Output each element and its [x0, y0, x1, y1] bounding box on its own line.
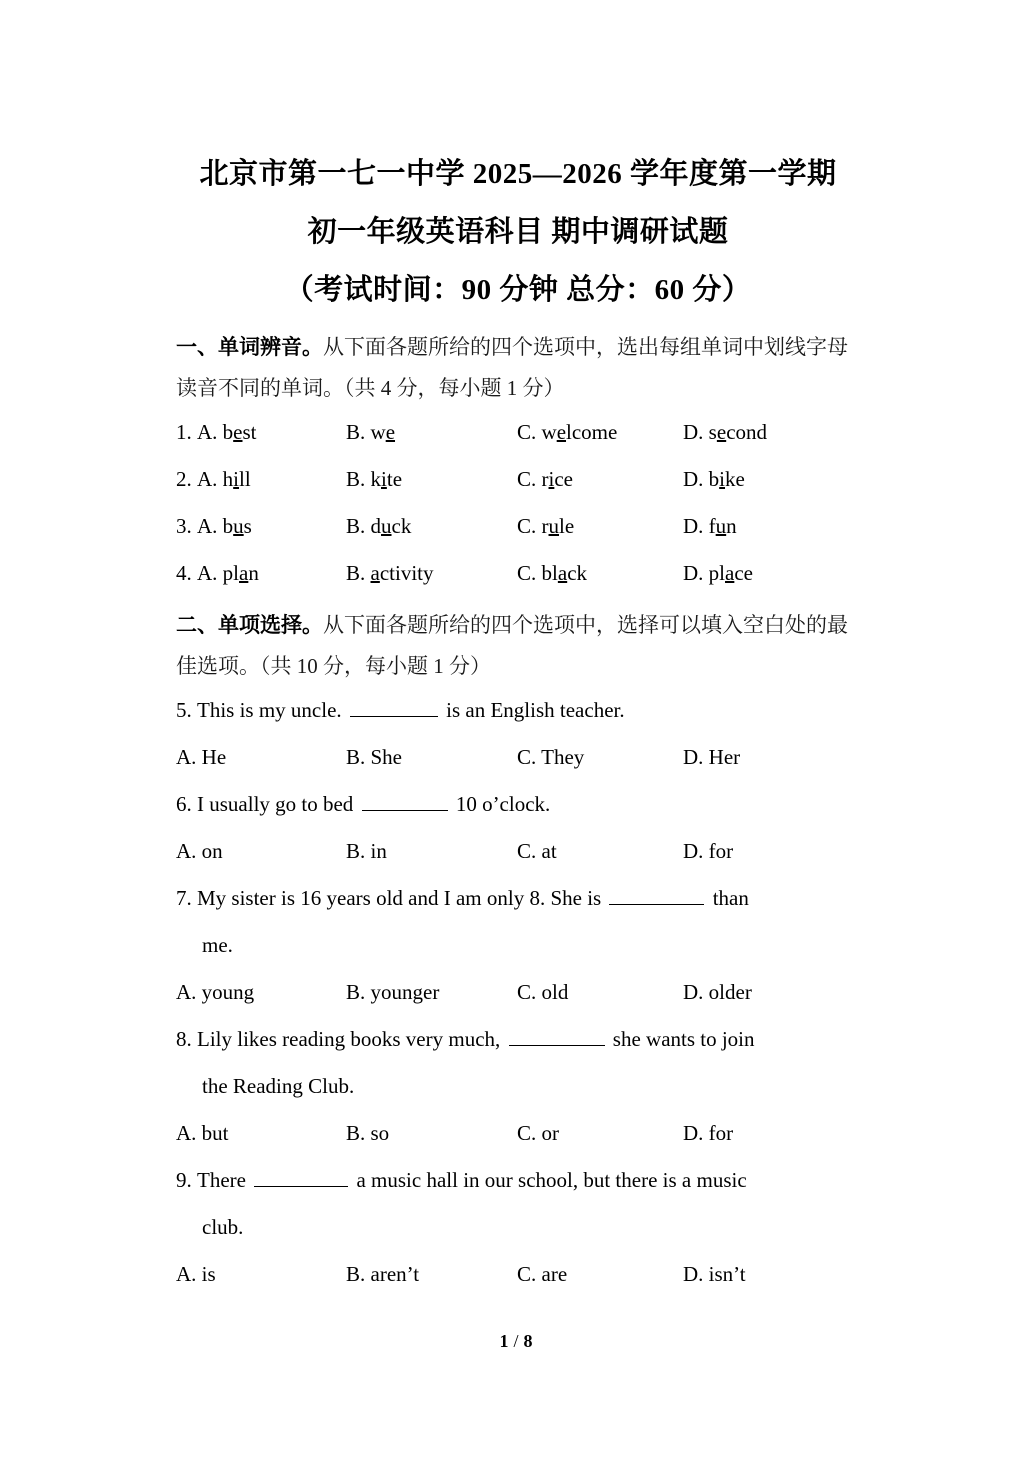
question-number: 8. [176, 1027, 192, 1051]
option-row [176, 969, 860, 1016]
phonetic-row [176, 550, 860, 597]
option-word-post: ll [239, 467, 251, 491]
option-word-pre: k [370, 467, 382, 491]
phonetic-option[interactable] [346, 550, 434, 597]
option-c[interactable]: C. old [517, 980, 569, 1004]
title-line-2: 初一年级英语科目 期中调研试题 [307, 216, 729, 248]
underlined-letter: a [557, 561, 568, 585]
phonetic-row [176, 503, 860, 550]
phonetic-row [176, 456, 860, 503]
stem-text-after: a music hall in our school, but there is a music [351, 1168, 747, 1192]
option-letter: C. [517, 467, 537, 491]
phonetic-option[interactable] [176, 503, 252, 550]
underlined-letter: e [556, 420, 567, 444]
option-b[interactable]: B. She [346, 745, 403, 769]
option-word-post: st [242, 420, 257, 444]
stem-continuation: club. [202, 1215, 244, 1239]
option-b[interactable]: B. aren’t [346, 1262, 420, 1286]
underlined-letter: e [233, 420, 243, 444]
underlined-letter: a [725, 561, 735, 585]
stem-text-before: Lily likes reading books very much, [197, 1027, 506, 1051]
phonetic-option[interactable] [517, 503, 574, 550]
title-line-1: 北京市第一七一中学 2025—2026 学年度第一学期 [199, 158, 837, 190]
option-word-pre: s [708, 420, 717, 444]
option-a[interactable]: A. on [176, 839, 223, 863]
phonetic-option[interactable] [683, 503, 737, 550]
section-heading-1 [176, 327, 860, 409]
stem-continuation: me. [202, 933, 233, 957]
option-letter: D. [683, 467, 704, 491]
question-stem [176, 687, 860, 734]
question-stem [176, 1157, 860, 1251]
option-row [176, 1110, 860, 1157]
document-title [176, 145, 860, 319]
option-d[interactable]: D. Her [683, 745, 741, 769]
stem-text-after: is an English teacher. [440, 698, 625, 722]
option-letter: C. [517, 514, 537, 538]
option-c[interactable]: C. are [517, 1262, 568, 1286]
option-word-pre: w [541, 420, 557, 444]
underlined-letter: a [370, 561, 380, 585]
option-word-post: s [243, 514, 252, 538]
option-letter: A. [197, 467, 218, 491]
option-d[interactable]: D. for [683, 1121, 734, 1145]
question-number: 5. [176, 698, 192, 722]
question-stem [176, 875, 860, 969]
option-word-pre: h [222, 467, 234, 491]
option-letter: A. [197, 561, 218, 585]
stem-text-before: This is my uncle. [197, 698, 347, 722]
underlined-letter: a [239, 561, 249, 585]
option-word-post: lcome [566, 420, 618, 444]
section-2-description: 从下面各题所给的四个选项中，选择可以填入空白处的最佳选项。（共 10 分，每小题 1 分） [176, 613, 848, 678]
phonetic-option[interactable] [683, 456, 745, 503]
option-word-pre: d [370, 514, 382, 538]
phonetic-option[interactable] [517, 550, 587, 597]
option-letter: A. [197, 514, 218, 538]
option-word-pre: r [541, 467, 549, 491]
question-number: 4. [176, 561, 192, 585]
footer-total-pages: 8 [523, 1331, 533, 1351]
phonetic-option[interactable] [683, 550, 753, 597]
option-word-pre: r [541, 514, 549, 538]
question-number: 7. [176, 886, 192, 910]
section-2-label: 二、单项选择。 [176, 613, 323, 637]
option-a[interactable]: A. young [176, 980, 255, 1004]
phonetic-option[interactable] [683, 409, 767, 456]
section-heading-2 [176, 605, 860, 687]
option-letter: A. [197, 420, 218, 444]
footer-current-page: 1 [499, 1331, 509, 1351]
stem-text-after: 10 o’clock. [450, 792, 551, 816]
answer-blank[interactable] [350, 716, 438, 717]
stem-first-line [176, 1027, 755, 1051]
underlined-letter: u [233, 514, 244, 538]
option-letter: B. [346, 514, 366, 538]
option-word-pre: pl [708, 561, 726, 585]
underlined-letter: i [548, 467, 555, 491]
stem-first-line [176, 1168, 747, 1192]
option-word-pre: pl [222, 561, 240, 585]
option-letter: C. [517, 420, 537, 444]
underlined-letter: i [381, 467, 387, 491]
option-c[interactable]: C. at [517, 839, 557, 863]
question-stem [176, 1016, 860, 1110]
option-word-post: ck [567, 561, 588, 585]
question-number: 1. [176, 420, 192, 444]
option-word-post: ctivity [379, 561, 434, 585]
option-d[interactable]: D. for [683, 839, 734, 863]
answer-blank[interactable] [362, 810, 448, 811]
option-word-post: n [248, 561, 259, 585]
phonetic-option[interactable] [176, 456, 251, 503]
question-number: 2. [176, 467, 192, 491]
option-b[interactable]: B. so [346, 1121, 390, 1145]
option-letter: D. [683, 514, 704, 538]
option-c[interactable]: C. They [517, 745, 585, 769]
stem-text-before: There [197, 1168, 252, 1192]
question-stem [176, 781, 860, 828]
answer-blank[interactable] [609, 904, 704, 905]
option-word-pre: b [222, 514, 234, 538]
option-word-post: ce [554, 467, 574, 491]
phonetic-option[interactable] [517, 456, 573, 503]
stem-first-line [176, 886, 749, 910]
title-line-3: （考试时间：90 分钟 总分：60 分） [284, 274, 752, 306]
option-row [176, 1251, 860, 1298]
option-b[interactable]: B. younger [346, 980, 440, 1004]
phonetic-row [176, 409, 860, 456]
underlined-letter: i [719, 467, 726, 491]
option-letter: B. [346, 467, 366, 491]
option-word-pre: bl [541, 561, 558, 585]
option-row [176, 734, 860, 781]
stem-text-before: My sister is 16 years old and I am only 8. She is [197, 886, 607, 910]
section-1-description: 从下面各题所给的四个选项中，选出每组单词中划线字母读音不同的单词。（共 4 分，每小题 1 分） [176, 335, 848, 400]
stem-text-after: she wants to join [607, 1027, 755, 1051]
stem-text-before: I usually go to bed [197, 792, 359, 816]
option-letter: B. [346, 420, 366, 444]
option-word-post: ke [725, 467, 745, 491]
stem-continuation: the Reading Club. [202, 1074, 355, 1098]
option-word-pre: f [708, 514, 716, 538]
section-1-label: 一、单词辨音。 [176, 335, 323, 359]
option-b[interactable]: B. in [346, 839, 387, 863]
option-word-post: cond [726, 420, 768, 444]
stem-text-after: than [707, 886, 749, 910]
option-letter: C. [517, 561, 537, 585]
underlined-letter: u [548, 514, 560, 538]
phonetic-option[interactable] [346, 503, 411, 550]
underlined-letter: e [385, 420, 396, 444]
document-body [176, 145, 860, 1298]
answer-blank[interactable] [509, 1045, 605, 1046]
option-word-post: ck [391, 514, 412, 538]
underlined-letter: u [715, 514, 727, 538]
option-row [176, 828, 860, 875]
option-a[interactable]: A. He [176, 745, 227, 769]
phonetic-option[interactable] [517, 409, 617, 456]
phonetic-option[interactable] [346, 409, 395, 456]
phonetic-option[interactable] [346, 456, 402, 503]
option-d[interactable]: D. older [683, 980, 752, 1004]
option-word-post: ce [734, 561, 753, 585]
footer-separator: / [513, 1331, 519, 1351]
option-c[interactable]: C. or [517, 1121, 559, 1145]
phonetic-option[interactable] [176, 550, 259, 597]
option-letter: D. [683, 420, 704, 444]
option-word-post: n [726, 514, 737, 538]
option-letter: D. [683, 561, 704, 585]
underlined-letter: u [381, 514, 392, 538]
option-a[interactable]: A. is [176, 1262, 216, 1286]
option-word-post: te [386, 467, 403, 491]
answer-blank[interactable] [254, 1186, 348, 1187]
question-number: 3. [176, 514, 192, 538]
question-number: 9. [176, 1168, 192, 1192]
underlined-letter: i [233, 467, 240, 491]
underlined-letter: e [716, 420, 727, 444]
question-number: 6. [176, 792, 192, 816]
option-a[interactable]: A. but [176, 1121, 229, 1145]
option-word-pre: b [222, 420, 234, 444]
option-word-post: le [559, 514, 575, 538]
option-letter: B. [346, 561, 366, 585]
option-word-pre: w [370, 420, 386, 444]
page-footer [0, 1331, 1032, 1352]
option-d[interactable]: D. isn’t [683, 1262, 746, 1286]
option-word-pre: b [708, 467, 720, 491]
phonetic-option[interactable] [176, 409, 257, 456]
